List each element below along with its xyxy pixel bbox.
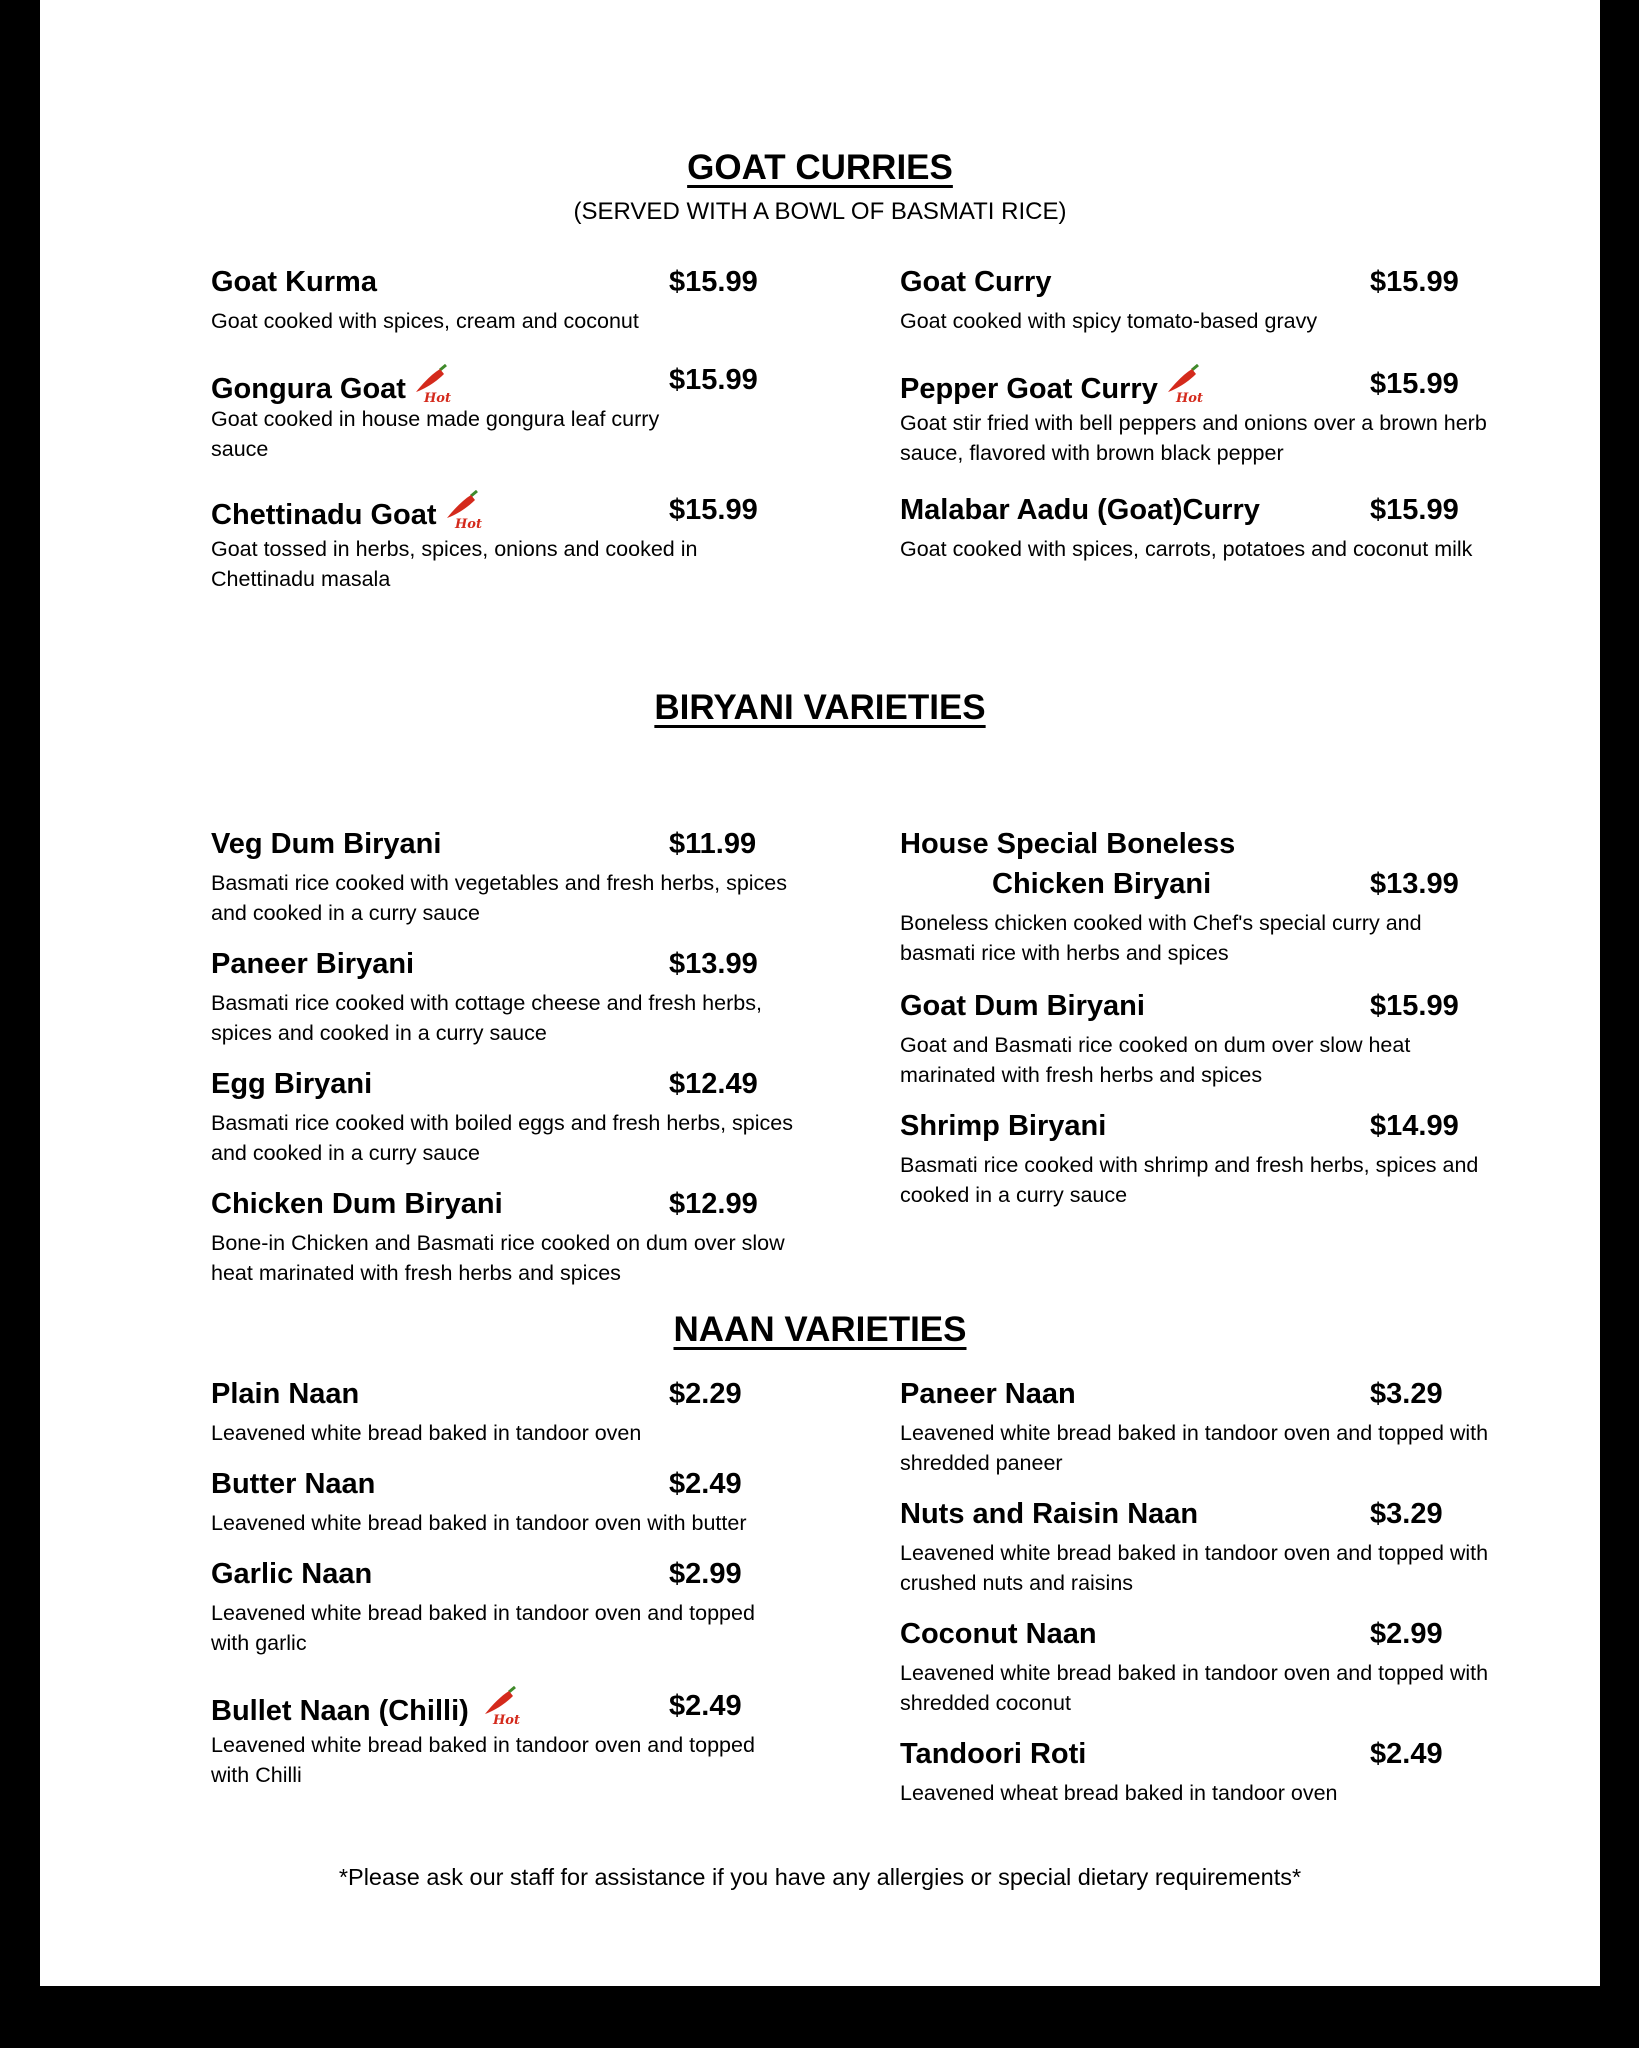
item-name: Egg Biryani <box>211 1068 373 1100</box>
item-name: House Special Boneless <box>900 828 1236 860</box>
item-price: $15.99 <box>1370 266 1459 298</box>
item-description: Goat tossed in herbs, spices, onions and cooked in Chettinadu masala <box>211 537 698 591</box>
item-name-row <box>211 1686 525 1728</box>
svg-text:Hot: Hot <box>1175 391 1203 404</box>
svg-text:Hot: Hot <box>454 517 482 530</box>
item-description: Goat cooked with spicy tomato-based gravy <box>900 309 1318 333</box>
item-description: Leavened white bread baked in tandoor oven and topped with Chilli <box>211 1733 755 1787</box>
item-name: Goat Kurma <box>211 266 377 298</box>
item-price: $2.99 <box>1370 1618 1443 1650</box>
item-name-row <box>211 490 487 532</box>
item-price: $15.99 <box>1370 990 1459 1022</box>
item-name: Nuts and Raisin Naan <box>900 1498 1199 1530</box>
item-description: Leavened wheat bread baked in tandoor oven <box>900 1781 1338 1805</box>
item-name: Tandoori Roti <box>900 1738 1087 1770</box>
item-name: Bullet Naan (Chilli) <box>211 1695 469 1727</box>
item-description: Leavened white bread baked in tandoor oven and topped with shredded paneer <box>900 1421 1489 1475</box>
hot-chilli-icon <box>410 364 456 404</box>
item-name: Shrimp Biryani <box>900 1110 1107 1142</box>
item-price: $15.99 <box>1370 494 1459 526</box>
item-description: Goat cooked with spices, carrots, potatoes and coconut milk <box>900 537 1473 561</box>
item-description: Leavened white bread baked in tandoor oven and topped with garlic <box>211 1601 755 1655</box>
item-name: Garlic Naan <box>211 1558 373 1590</box>
item-description: Leavened white bread baked in tandoor oven and topped with shredded coconut <box>900 1661 1489 1715</box>
item-price: $2.29 <box>669 1378 742 1410</box>
item-description: Goat cooked with spices, cream and coconut <box>211 309 639 333</box>
item-description: Goat and Basmati rice cooked on dum over slow heat marinated with fresh herbs and spices <box>900 1033 1411 1087</box>
item-description: Goat cooked in house made gongura leaf curry sauce <box>211 407 660 461</box>
item-price: $12.99 <box>669 1188 758 1220</box>
item-name: Paneer Biryani <box>211 948 415 980</box>
item-description: Leavened white bread baked in tandoor oven with butter <box>211 1511 747 1535</box>
item-description: Basmati rice cooked with cottage cheese and fresh herbs, spices and cooked in a curry sauce <box>211 991 762 1045</box>
biryani-varieties-heading: BIRYANI VARIETIES <box>654 688 986 727</box>
item-description: Boneless chicken cooked with Chef's special curry and basmati rice with herbs and spices <box>900 911 1422 965</box>
hot-chilli-icon <box>1162 364 1208 404</box>
item-price: $15.99 <box>669 494 758 526</box>
item-name: Butter Naan <box>211 1468 376 1500</box>
item-name: Plain Naan <box>211 1378 360 1410</box>
naan-varieties-heading: NAAN VARIETIES <box>673 1310 967 1349</box>
item-price: $13.99 <box>669 948 758 980</box>
item-description: Leavened white bread baked in tandoor oven <box>211 1421 642 1445</box>
item-description: Basmati rice cooked with boiled eggs and fresh herbs, spices and cooked in a curry sauce <box>211 1111 794 1165</box>
item-description: Goat stir fried with bell peppers and onions over a brown herb sauce, flavored with brown black pepper <box>900 411 1487 465</box>
item-description: Leavened white bread baked in tandoor oven and topped with crushed nuts and raisins <box>900 1541 1489 1595</box>
item-price: $3.29 <box>1370 1498 1443 1530</box>
item-name: Pepper Goat Curry <box>900 373 1158 405</box>
item-price: $15.99 <box>669 266 758 298</box>
item-name: Paneer Naan <box>900 1378 1076 1410</box>
item-description: Bone-in Chicken and Basmati rice cooked on dum over slow heat marinated with fresh herbs and spices <box>211 1231 785 1285</box>
item-name-line-2: Chicken Biryani <box>992 868 1212 900</box>
item-name: Goat Curry <box>900 266 1052 298</box>
goat-curries-heading: GOAT CURRIES <box>687 148 953 187</box>
item-name-row <box>211 364 456 406</box>
item-price: $2.49 <box>669 1690 742 1722</box>
item-name: Coconut Naan <box>900 1618 1097 1650</box>
item-price: $3.29 <box>1370 1378 1443 1410</box>
svg-text:Hot: Hot <box>492 1713 520 1726</box>
hot-label: Hot <box>423 391 451 404</box>
item-price: $15.99 <box>1370 368 1459 400</box>
item-price: $13.99 <box>1370 868 1459 900</box>
item-price: $14.99 <box>1370 1110 1459 1142</box>
hot-chilli-icon <box>441 490 487 530</box>
item-name-row <box>900 364 1208 406</box>
item-price: $2.99 <box>669 1558 742 1590</box>
item-name: Gongura Goat <box>211 373 406 405</box>
item-price: $11.99 <box>669 828 757 860</box>
item-description: Basmati rice cooked with vegetables and fresh herbs, spices and cooked in a curry sauce <box>211 871 788 925</box>
hot-chilli-icon <box>479 1686 525 1726</box>
item-name: Chicken Dum Biryani <box>211 1188 503 1220</box>
goat-curries-subtitle: (SERVED WITH A BOWL OF BASMATI RICE) <box>573 198 1067 225</box>
item-price: $15.99 <box>669 364 758 396</box>
item-price: $12.49 <box>669 1068 758 1100</box>
item-description: Basmati rice cooked with shrimp and fresh herbs, spices and cooked in a curry sauce <box>900 1153 1479 1207</box>
item-price: $2.49 <box>1370 1738 1443 1770</box>
allergy-note: *Please ask our staff for assistance if you have any allergies or special dietary requirements* <box>338 1864 1302 1890</box>
item-price: $2.49 <box>669 1468 742 1500</box>
item-name: Chettinadu Goat <box>211 499 437 531</box>
item-name: Goat Dum Biryani <box>900 990 1145 1022</box>
item-name: Veg Dum Biryani <box>211 828 442 860</box>
menu-page <box>40 0 1600 1986</box>
item-name: Malabar Aadu (Goat)Curry <box>900 494 1260 526</box>
